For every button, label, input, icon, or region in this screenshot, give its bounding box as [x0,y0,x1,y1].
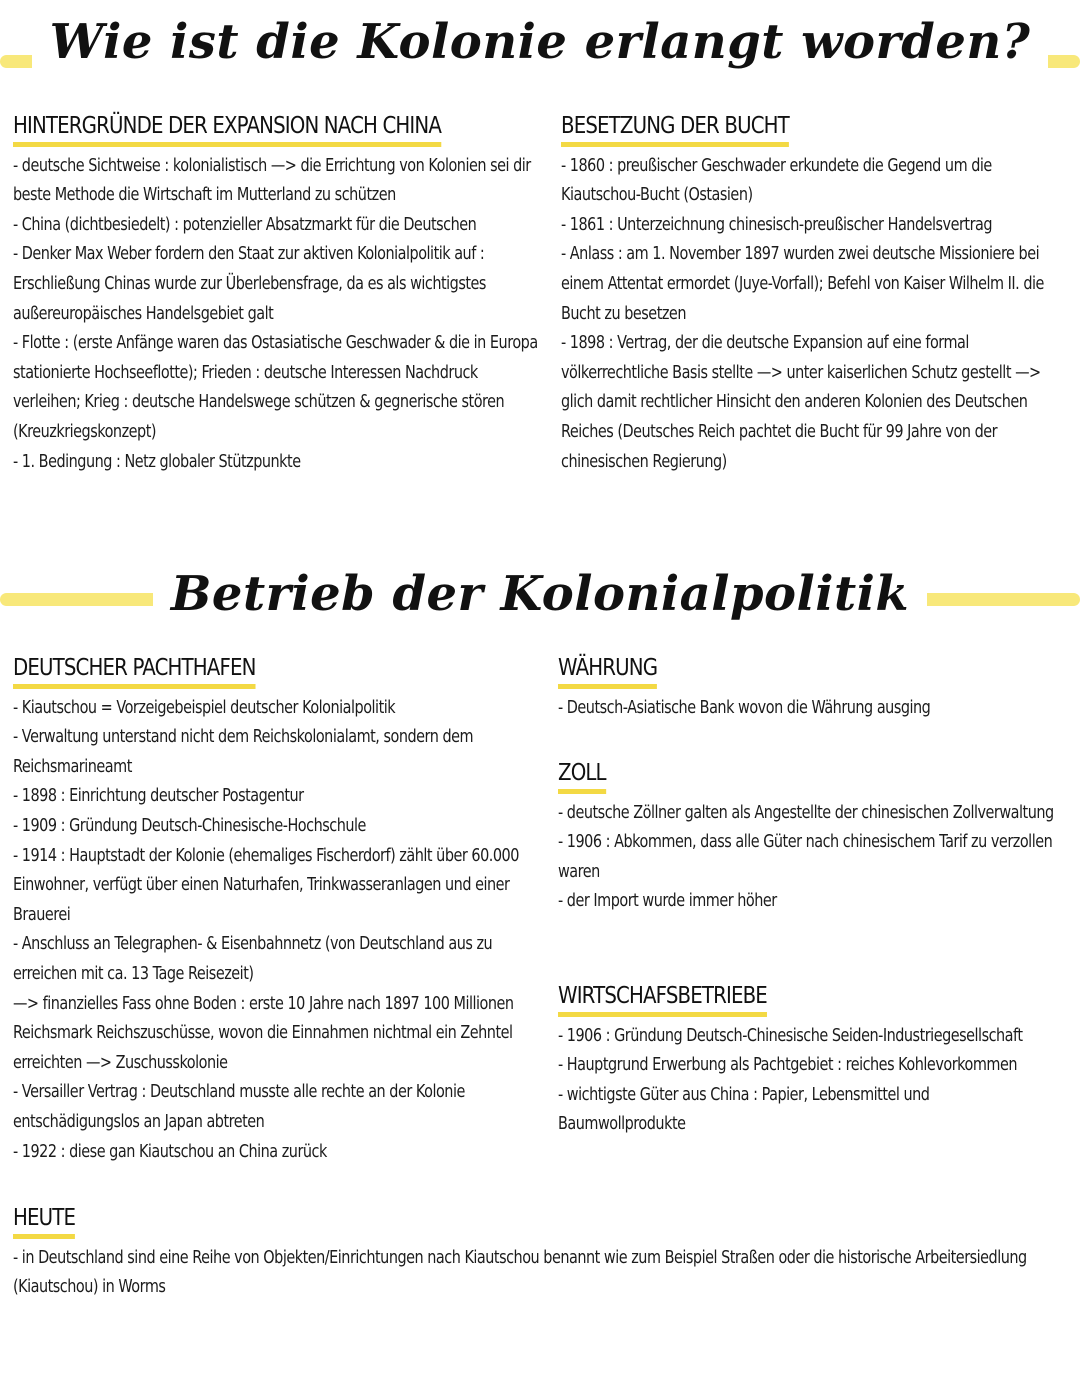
list-item: —> finanzielles Fass ohne Boden : erste 10 Jahre nach 1897 100 Millionen Reichsmark Reichszuschüsse, wovon die Einnahmen nichtmal ein Zehntel erreichten —> Zuschusskolonie [13,993,514,1073]
list-item: - Versailler Vertrag : Deutschland musste alle rechte an der Kolonie entschädigungslos an Japan abtreten [13,1082,465,1132]
list-item: - China (dichtbesiedelt) : potenzieller Absatzmarkt für die Deutschen [13,214,477,235]
heading-hintergruende: HINTERGRÜNDE DER EXPANSION NACH CHINA [13,113,441,147]
list-heute [13,1244,1068,1303]
section-zoll [558,760,1058,917]
list-hintergruende [13,152,538,478]
heading-zoll: ZOLL [558,760,606,794]
list-item: - Kiautschou = Vorzeigebeispiel deutscher Kolonialpolitik [13,697,396,718]
list-item: - Flotte : (erste Anfänge waren das Ostasiatische Geschwader & die in Europa stationierte Hochseeflotte); Frieden : deutsche Interessen Nachdruck verleihen; Krieg : deutsche Handelswege schützen & gegnerische stören (Kreuzkriegskonzept) [13,333,538,442]
section-hintergruende [13,113,538,477]
list-item: - 1909 : Gründung Deutsch-Chinesische-Hochschule [13,815,366,836]
list-item: - 1914 : Hauptstadt der Kolonie (ehemaliges Fischerdorf) zählt über 60.000 Einwohner, verfügt über einen Naturhafen, Trinkwasseranlagen und einer Brauerei [13,845,519,925]
section-wirtschaftsbetriebe [558,983,1058,1140]
section-besetzung [561,113,1066,477]
heading-heute: HEUTE [13,1205,75,1239]
section-heute [13,1205,1068,1303]
list-item: - 1. Bedingung : Netz globaler Stützpunkte [13,451,301,472]
list-item: - Anschluss an Telegraphen- & Eisenbahnnetz (von Deutschland aus zu erreichen mit ca. 13 Tage Reisezeit) [13,934,493,984]
list-wirtschaftsbetriebe [558,1022,1058,1140]
list-item: - 1861 : Unterzeichnung chinesisch-preußischer Handelsvertrag [561,214,993,235]
list-besetzung [561,152,1066,478]
list-item: - 1898 : Vertrag, der die deutsche Expansion auf eine formal völkerrechtliche Basis stellte —> unter kaiserlichen Schutz gestellt —> glich damit rechtlicher Hinsicht den anderen Kolonien des Deutschen Reiches (Deutsches Reich pachtet die Bucht für 99 Jahre von der chinesischen Regierung) [561,333,1041,472]
list-item: - 1906 : Gründung Deutsch-Chinesische Seiden-Industriegesellschaft [558,1025,1023,1046]
heading-wirtschaftsbetriebe: WIRTSCHAFSBETRIEBE [558,983,767,1017]
page-title: Wie ist die Kolonie erlangt worden? [0,14,1080,70]
list-item: - in Deutschland sind eine Reihe von Objekten/Einrichtungen nach Kiautschou benannt wie zum Beispiel Straßen oder die historische Arbeitersiedlung (Kiautschou) in Worms [13,1247,1027,1298]
list-item: - 1860 : preußischer Geschwader erkundete die Gegend um die Kiautschou-Bucht (Ostasien) [561,155,992,206]
list-item: - deutsche Zöllner galten als Angestellte der chinesischen Zollverwaltung [558,802,1054,823]
heading-waehrung: WÄHRUNG [558,655,657,689]
section-waehrung [558,655,1058,723]
list-item: - der Import wurde immer höher [558,891,777,912]
list-item: - deutsche Sichtweise : kolonialistisch —> die Errichtung von Kolonien sei dir beste Methode die Wirtschaft im Mutterland zu schützen [13,155,531,206]
list-item: - 1922 : diese gan Kiautschou an China zurück [13,1141,327,1162]
list-item: - Anlass : am 1. November 1897 wurden zwei deutsche Missioniere bei einem Attentat ermordet (Juye-Vorfall); Befehl von Kaiser Wilhelm II. die Bucht zu besetzen [561,244,1044,324]
heading-besetzung: BESETZUNG DER BUCHT [561,113,789,147]
list-item: - Deutsch-Asiatische Bank wovon die Währung ausging [558,697,931,718]
heading-pachthafen: DEUTSCHER PACHTHAFEN [13,655,256,689]
section-pachthafen [13,655,543,1167]
list-pachthafen [13,694,543,1168]
list-item: - 1906 : Abkommen, dass alle Güter nach chinesischem Tarif zu verzollen waren [558,832,1053,882]
list-item: - Hauptgrund Erwerbung als Pachtgebiet : reiches Kohlevorkommen [558,1055,1017,1076]
section-title-betrieb: Betrieb der Kolonialpolitik [0,566,1080,622]
list-item: - Denker Max Weber fordern den Staat zur aktiven Kolonialpolitik auf : Erschließung Chinas wurde zur Überlebensfrage, da es als wichtigstes außereuropäisches Handelsgebiet galt [13,244,486,324]
list-item: - 1898 : Einrichtung deutscher Postagentur [13,786,304,807]
list-item: - wichtigste Güter aus China : Papier, Lebensmittel und Baumwollprodukte [558,1084,930,1135]
list-waehrung [558,694,1058,724]
list-item: - Verwaltung unterstand nicht dem Reichskolonialamt, sondern dem Reichsmarineamt [13,727,474,777]
list-zoll [558,799,1058,917]
